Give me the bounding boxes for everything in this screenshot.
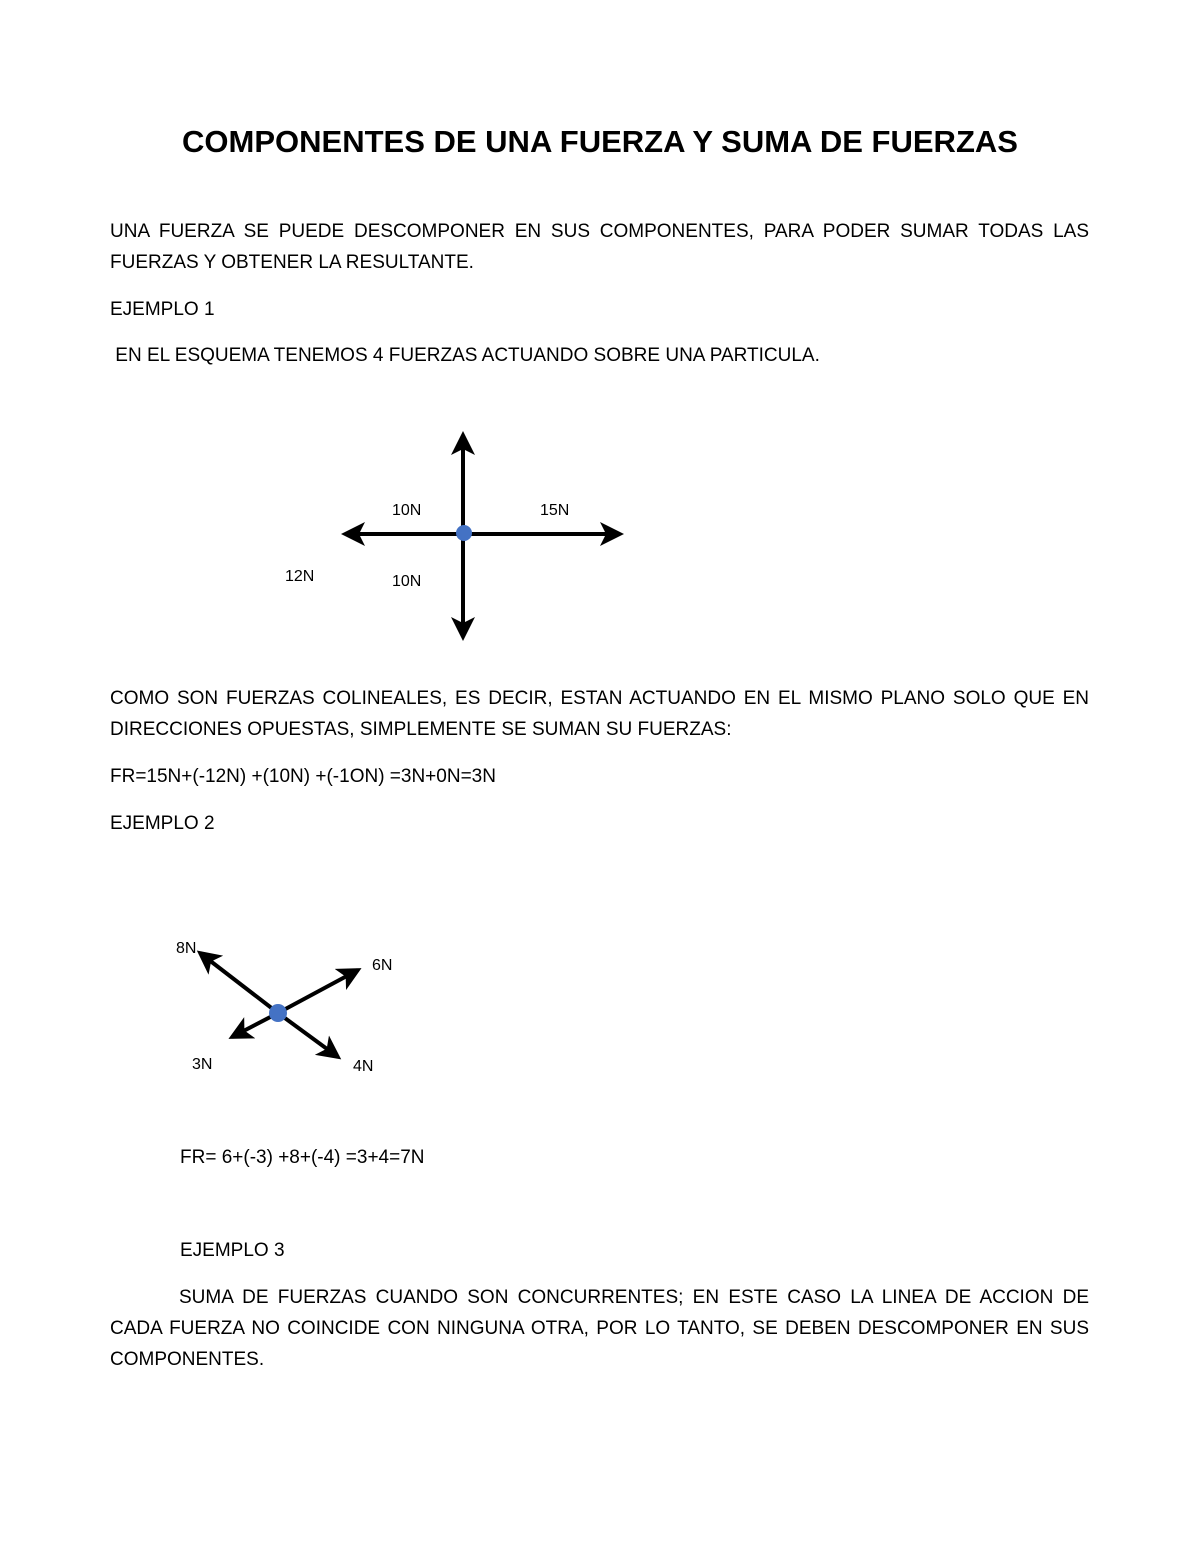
particle <box>456 525 472 541</box>
example2-formula: FR= 6+(-3) +8+(-4) =3+4=7N <box>180 1147 425 1168</box>
example3-description: SUMA DE FUERZAS CUANDO SON CONCURRENTES; EN ESTE CASO LA LINEA DE ACCION DE CADA FUERZA NO COINCIDE CON NINGUNA OTRA, POR LO TANTO, SE DEBEN DESCOMPONER EN SUS COMPONENTES. <box>110 1287 1089 1370</box>
example1-explanation: COMO SON FUERZAS COLINEALES, ES DECIR, ESTAN ACTUANDO EN EL MISMO PLANO SOLO QUE EN DIRECCIONES OPUESTAS, SIMPLEMENTE SE SUMAN SU FUERZAS: <box>110 688 1089 740</box>
force-arrow-upper-left <box>200 953 278 1013</box>
force-label-upper-left: 8N <box>176 940 197 957</box>
page-title: COMPONENTES DE UNA FUERZA Y SUMA DE FUERZAS <box>182 124 1018 159</box>
example2-heading: EJEMPLO 2 <box>110 813 215 834</box>
force-arrow-upper-right <box>278 970 358 1013</box>
example1-description: EN EL ESQUEMA TENEMOS 4 FUERZAS ACTUANDO SOBRE UNA PARTICULA. <box>110 345 820 366</box>
example1-heading: EJEMPLO 1 <box>110 299 215 320</box>
force-arrow-lower-right <box>278 1013 338 1057</box>
force-label-up: 10N <box>392 502 422 519</box>
force-label-left: 12N <box>285 568 315 585</box>
particle <box>269 1004 287 1022</box>
force-label-down: 10N <box>392 573 422 590</box>
example1-formula: FR=15N+(-12N) +(10N) +(-1ON) =3N+0N=3N <box>110 766 496 787</box>
force-label-right: 15N <box>540 502 570 519</box>
example3-heading: EJEMPLO 3 <box>180 1240 285 1261</box>
force-label-upper-right: 6N <box>372 957 393 974</box>
force-label-lower-right: 4N <box>353 1058 374 1075</box>
force-label-lower-left: 3N <box>192 1056 213 1073</box>
example1-force-diagram <box>270 420 650 650</box>
intro-paragraph: UNA FUERZA SE PUEDE DESCOMPONER EN SUS COMPONENTES, PARA PODER SUMAR TODAS LAS FUERZAS Y OBTENER LA RESULTANTE. <box>110 221 1089 273</box>
example2-force-diagram <box>160 925 420 1085</box>
